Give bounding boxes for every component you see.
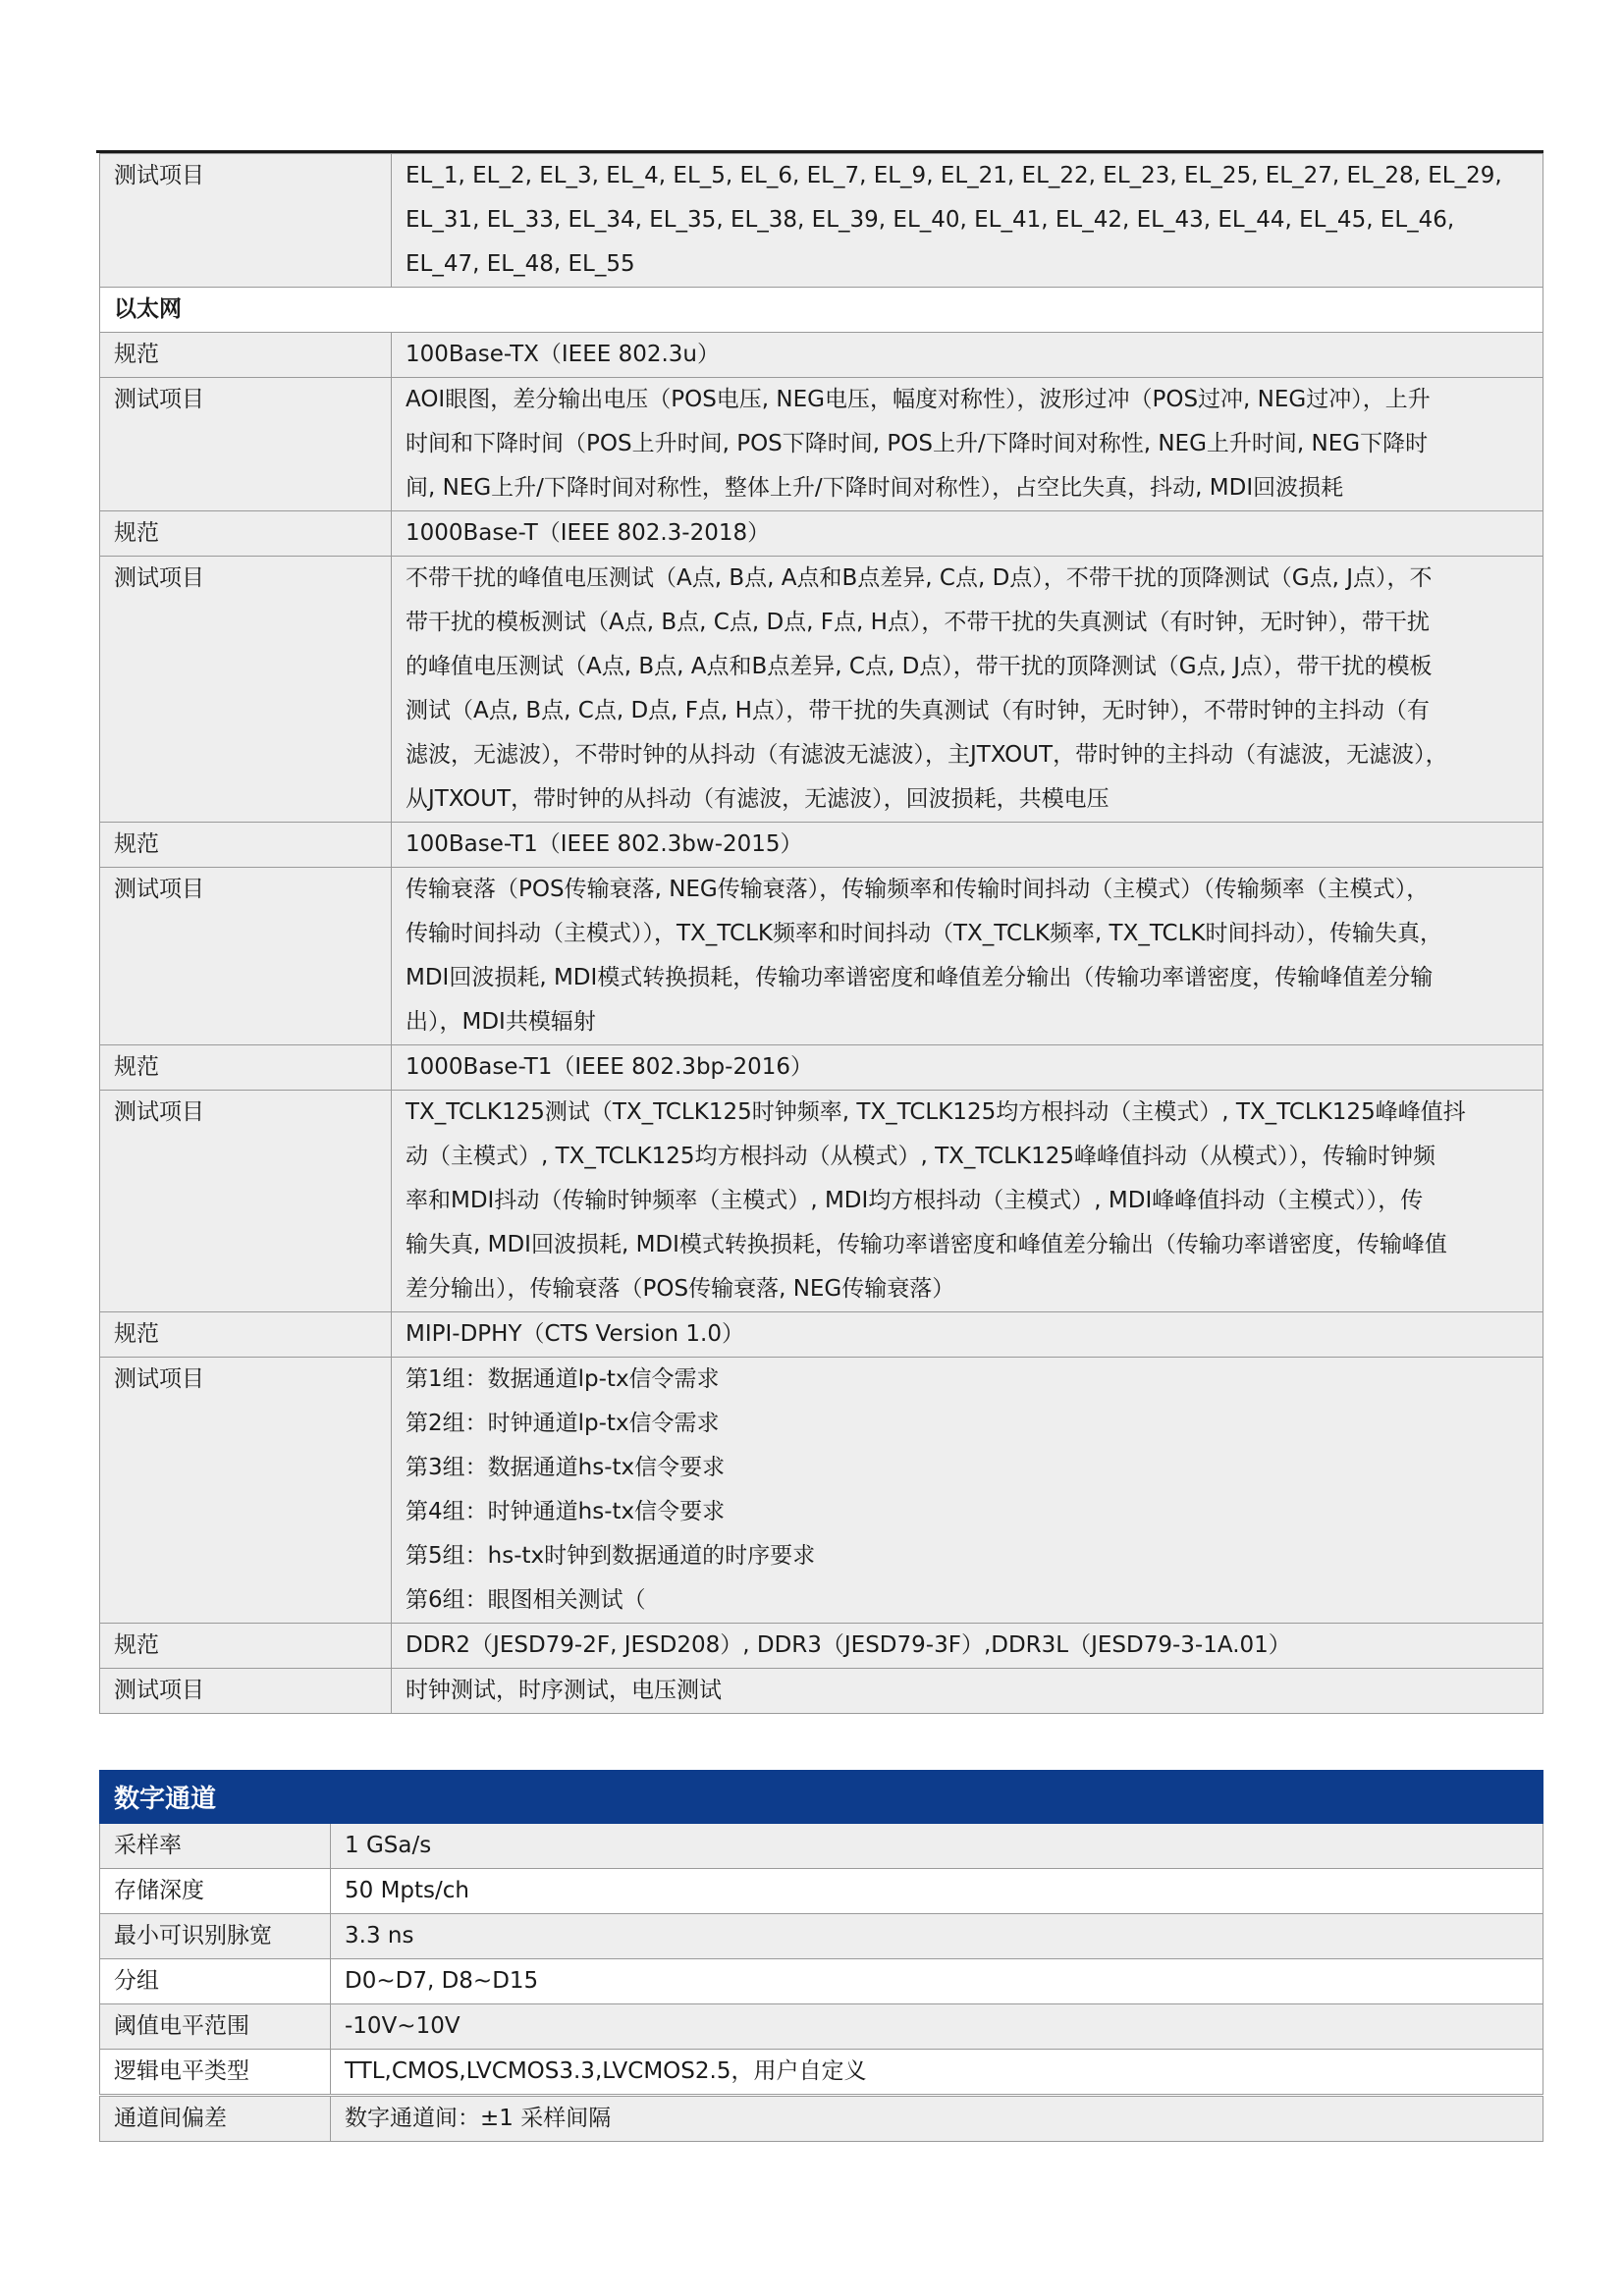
digital-channel-row — [100, 2050, 1543, 2096]
spec-value-line: MIPI-DPHY（CTS Version 1.0） — [406, 1321, 744, 1347]
spec-value-line: AOI眼图，差分输出电压（POS电压, NEG电压，幅度对称性），波形过冲（POS过冲, NEG过冲），上升 — [406, 387, 1431, 412]
spec-value — [392, 378, 1543, 511]
spec-value-line: 100Base-TX（IEEE 802.3u） — [406, 342, 721, 367]
spec-value-line: 时间和下降时间（POS上升时间, POS下降时间, POS上升/下降时间对称性, NEG上升时间, NEG下降时 — [406, 431, 1429, 456]
spec-value — [392, 511, 1543, 557]
digital-channel-label: 最小可识别脉宽 — [100, 1914, 331, 1959]
spec-label: 规范 — [100, 1624, 392, 1669]
spec-label: 规范 — [100, 823, 392, 868]
spec-value-line: 动（主模式）, TX_TCLK125均方根抖动（从模式）, TX_TCLK125峰峰值抖动（从模式）），传输时钟频 — [406, 1144, 1435, 1169]
spec-value-line: 1000Base-T1（IEEE 802.3bp-2016） — [406, 1054, 813, 1080]
spec-value — [392, 823, 1543, 868]
digital-channel-row — [100, 1959, 1543, 2004]
spec-value-line: MDI回波损耗, MDI模式转换损耗，传输功率谱密度和峰值差分输出（传输功率谱密度，传输峰值差分输 — [406, 965, 1434, 990]
digital-channel-row — [100, 2004, 1543, 2050]
spec-label: 测试项目 — [100, 1358, 392, 1624]
spec-row — [100, 511, 1543, 557]
spec-value-line: 100Base-T1（IEEE 802.3bw-2015） — [406, 831, 803, 857]
spec-row — [100, 823, 1543, 868]
spec-label: 测试项目 — [100, 557, 392, 823]
digital-channel-table — [99, 1770, 1543, 2142]
spec-value-line: 时钟测试，时序测试，电压测试 — [406, 1678, 722, 1703]
digital-channel-value: -10V~10V — [331, 2004, 1543, 2050]
spec-value-line: EL_1, EL_2, EL_3, EL_4, EL_5, EL_6, EL_7, EL_9, EL_21, EL_22, EL_23, EL_25, EL_27, EL_28, EL_29, — [406, 163, 1502, 188]
digital-channel-title: 数字通道 — [100, 1771, 1543, 1824]
spec-row — [100, 1669, 1543, 1714]
spec-label: 测试项目 — [100, 154, 392, 288]
spec-row — [100, 557, 1543, 823]
spec-value-line: 间, NEG上升/下降时间对称性，整体上升/下降时间对称性），占空比失真，抖动, MDI回波损耗 — [406, 475, 1344, 501]
spec-value-line: 的峰值电压测试（A点, B点, A点和B点差异, C点, D点），带干扰的顶降测试（G点, J点），带干扰的模板 — [406, 654, 1433, 679]
spec-row — [100, 1312, 1543, 1358]
digital-channel-row — [100, 1914, 1543, 1959]
spec-value-line: DDR2（JESD79-2F, JESD208）, DDR3（JESD79-3F）,DDR3L（JESD79-3-1A.01） — [406, 1632, 1291, 1658]
spec-value — [392, 1624, 1543, 1669]
spec-table — [99, 153, 1543, 1714]
digital-channel-label: 采样率 — [100, 1824, 331, 1869]
spec-row — [100, 1045, 1543, 1091]
spec-row — [100, 1624, 1543, 1669]
spec-value — [392, 333, 1543, 378]
spec-row — [100, 154, 1543, 288]
digital-channel-label: 通道间偏差 — [100, 2096, 331, 2142]
digital-channel-row — [100, 2096, 1543, 2142]
spec-value-line: 滤波，无滤波），不带时钟的从抖动（有滤波无滤波），主JTXOUT，带时钟的主抖动（有滤波，无滤波）， — [406, 742, 1448, 768]
spec-value-line: 带干扰的模板测试（A点, B点, C点, D点, F点, H点），不带干扰的失真测试（有时钟，无时钟），带干扰 — [406, 610, 1430, 635]
digital-channel-row — [100, 1869, 1543, 1914]
digital-channel-label: 存储深度 — [100, 1869, 331, 1914]
spec-row — [100, 378, 1543, 511]
spec-value — [392, 868, 1543, 1045]
spec-label: 规范 — [100, 333, 392, 378]
digital-channel-header-row — [100, 1771, 1543, 1824]
spec-value-line: 从JTXOUT，带时钟的从抖动（有滤波，无滤波），回波损耗，共模电压 — [406, 786, 1110, 812]
spec-value-line: 差分输出），传输衰落（POS传输衰落, NEG传输衰落） — [406, 1276, 955, 1302]
spec-row — [100, 1091, 1543, 1312]
spec-value-line: 第2组：时钟通道lp-tx信令需求 — [406, 1411, 720, 1436]
digital-channel-row — [100, 1824, 1543, 1869]
digital-channel-value: D0~D7, D8~D15 — [331, 1959, 1543, 2004]
spec-value-line: 测试（A点, B点, C点, D点, F点, H点），带干扰的失真测试（有时钟，无时钟），不带时钟的主抖动（有 — [406, 698, 1430, 723]
spec-value-line: 率和MDI抖动（传输时钟频率（主模式）, MDI均方根抖动（主模式）, MDI峰峰值抖动（主模式）），传 — [406, 1188, 1424, 1213]
spec-label: 规范 — [100, 511, 392, 557]
digital-channel-label: 分组 — [100, 1959, 331, 2004]
spec-value-line: EL_47, EL_48, EL_55 — [406, 251, 635, 277]
spec-value-line: 输失真, MDI回波损耗, MDI模式转换损耗，传输功率谱密度和峰值差分输出（传输功率谱密度，传输峰值 — [406, 1232, 1447, 1257]
spec-value-line: 第5组：hs-tx时钟到数据通道的时序要求 — [406, 1543, 816, 1569]
spec-label: 测试项目 — [100, 378, 392, 511]
spec-row — [100, 1358, 1543, 1624]
digital-channel-label: 逻辑电平类型 — [100, 2050, 331, 2096]
section-title: 以太网 — [100, 288, 1543, 333]
spec-label: 测试项目 — [100, 1091, 392, 1312]
spec-value-line: 第6组：眼图相关测试（ — [406, 1587, 646, 1613]
spec-value-line: 1000Base-T（IEEE 802.3-2018） — [406, 520, 771, 546]
digital-channel-value: TTL,CMOS,LVCMOS3.3,LVCMOS2.5，用户自定义 — [331, 2050, 1543, 2096]
spec-value — [392, 1091, 1543, 1312]
digital-channel-value: 3.3 ns — [331, 1914, 1543, 1959]
spec-label: 测试项目 — [100, 868, 392, 1045]
spec-label: 规范 — [100, 1312, 392, 1358]
spec-row — [100, 333, 1543, 378]
spec-value — [392, 1669, 1543, 1714]
digital-channel-value: 1 GSa/s — [331, 1824, 1543, 1869]
spec-value-line: 传输时间抖动（主模式）），TX_TCLK频率和时间抖动（TX_TCLK频率, TX_TCLK时间抖动），传输失真， — [406, 921, 1443, 946]
spec-value — [392, 154, 1543, 288]
spec-value-line: TX_TCLK125测试（TX_TCLK125时钟频率, TX_TCLK125均方根抖动（主模式）, TX_TCLK125峰峰值抖 — [406, 1099, 1466, 1125]
spec-value-line: 第4组：时钟通道hs-tx信令要求 — [406, 1499, 726, 1524]
spec-value — [392, 1358, 1543, 1624]
spec-value-line: 出），MDI共模辐射 — [406, 1009, 596, 1035]
spec-value-line: 传输衰落（POS传输衰落, NEG传输衰落），传输频率和传输时间抖动（主模式）（传输频率（主模式）， — [406, 877, 1430, 902]
spec-value — [392, 1045, 1543, 1091]
spec-value — [392, 1312, 1543, 1358]
digital-channel-value: 50 Mpts/ch — [331, 1869, 1543, 1914]
digital-channel-value: 数字通道间：±1 采样间隔 — [331, 2096, 1543, 2142]
spec-value-line: 第3组：数据通道hs-tx信令要求 — [406, 1455, 726, 1480]
spec-row — [100, 868, 1543, 1045]
digital-channel-label: 阈值电平范围 — [100, 2004, 331, 2050]
spec-value-line: EL_31, EL_33, EL_34, EL_35, EL_38, EL_39, EL_40, EL_41, EL_42, EL_43, EL_44, EL_45, EL_46, — [406, 207, 1455, 233]
spec-value-line: 第1组：数据通道lp-tx信令需求 — [406, 1366, 720, 1392]
spec-value — [392, 557, 1543, 823]
section-row — [100, 288, 1543, 333]
spec-label: 测试项目 — [100, 1669, 392, 1714]
spec-value-line: 不带干扰的峰值电压测试（A点, B点, A点和B点差异, C点, D点），不带干扰的顶降测试（G点, J点），不 — [406, 565, 1433, 591]
spec-label: 规范 — [100, 1045, 392, 1091]
